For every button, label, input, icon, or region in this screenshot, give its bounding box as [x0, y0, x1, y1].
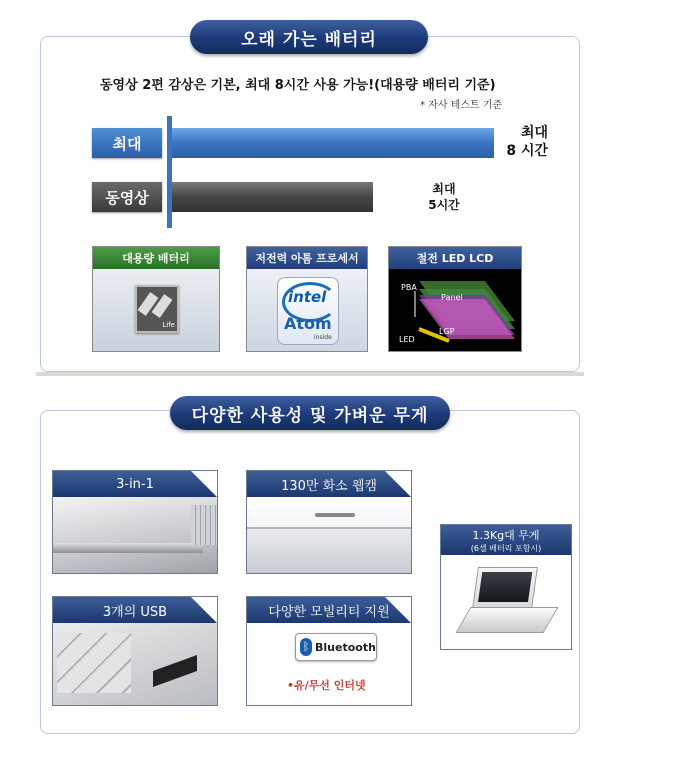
feature-weight-title: 1.3Kg대 무게 — [472, 529, 540, 542]
webcam-image — [247, 497, 411, 573]
tile-led-lcd — [388, 246, 522, 352]
bar-max — [172, 128, 494, 158]
feature-usb-title: 3개의 USB — [53, 597, 217, 623]
battery-life-badge: Life — [162, 321, 175, 329]
bar-value-video — [424, 181, 464, 213]
battery-life-icon — [135, 285, 179, 333]
bar-label-max: 최대 — [92, 128, 162, 158]
feature-weight-subtitle: (6셀 배터리 포함시) — [470, 544, 542, 553]
battery-section-title: 오래 가는 배터리 — [190, 20, 428, 54]
tile-atom-processor — [246, 246, 368, 352]
bar-value-max-line2: 8 시간 — [506, 143, 548, 159]
bar-value-video-line1: 최대 — [432, 182, 456, 196]
bar-value-max — [500, 124, 548, 160]
netbook-image — [463, 567, 551, 637]
feature-usb — [52, 596, 218, 706]
battery-test-note: * 자사 테스트 기준 — [420, 100, 503, 111]
bar-value-max-line1: 최대 — [520, 125, 548, 141]
feature-3in1 — [52, 470, 218, 574]
bluetooth-icon: ᛒ — [300, 638, 312, 656]
label-lgp: LGP — [439, 327, 455, 336]
atom-text: Atom — [284, 314, 332, 333]
label-pba: PBA — [401, 283, 417, 292]
feature-weight — [440, 524, 572, 650]
intel-atom-logo — [277, 277, 339, 345]
bar-video — [172, 182, 373, 212]
bluetooth-text: Bluetooth — [315, 640, 376, 654]
laptop-edge-image — [53, 497, 217, 573]
bar-label-video: 동영상 — [92, 182, 162, 212]
intel-text: intel — [288, 288, 327, 306]
inside-text: inside — [314, 334, 332, 341]
feature-mobility-title: 다양한 모빌리티 지원 — [247, 597, 411, 623]
tile-large-battery-header: 대용량 배터리 — [93, 247, 219, 269]
section-divider — [36, 372, 584, 376]
label-led: LED — [399, 335, 415, 344]
feature-webcam-title: 130만 화소 웹캠 — [247, 471, 411, 497]
usability-section-title: 다양한 사용성 및 가벼운 무게 — [170, 396, 450, 430]
tile-large-battery — [92, 246, 220, 352]
bar-value-video-line2: 5시간 — [428, 198, 460, 212]
feature-3in1-title: 3-in-1 — [53, 471, 217, 497]
feature-mobility — [246, 596, 412, 706]
bluetooth-badge — [295, 633, 377, 661]
tile-led-lcd-header: 절전 LED LCD — [389, 247, 521, 269]
label-panel: Panel — [441, 293, 463, 302]
feature-weight-header — [441, 525, 571, 555]
wireless-internet-text: •유/무선 인터넷 — [287, 679, 366, 692]
tile-atom-processor-header: 저전력 아톰 프로세서 — [247, 247, 367, 269]
battery-headline: 동영상 2편 감상은 기본, 최대 8시간 사용 가능!(대용량 배터리 기준) — [100, 78, 496, 93]
feature-webcam — [246, 470, 412, 574]
usb-ports-image — [53, 623, 217, 705]
